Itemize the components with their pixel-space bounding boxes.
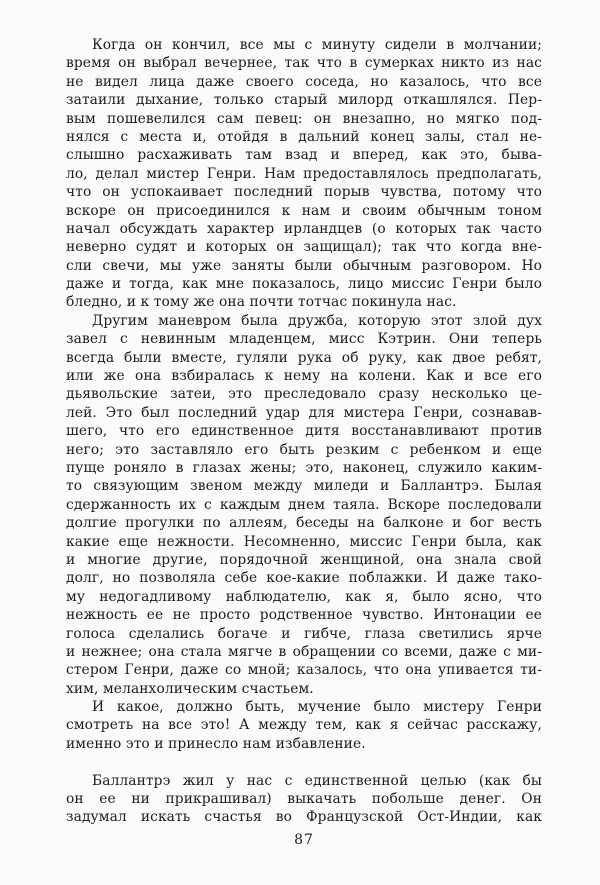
text-line: долгие прогулки по аллеям, беседы на балконе и бог весть <box>66 515 542 532</box>
text-line: затаили дыхание, только старый милорд откашлялся. Пер- <box>66 92 542 109</box>
text-line: него; это заставляло его быть резким с ребенком и еще <box>66 441 542 458</box>
text-line: сдержанность их с каждым днем таяла. Вскоре последовали <box>66 496 542 513</box>
text-line: И какое, должно быть, мучение было мистеру Генри <box>92 699 542 716</box>
text-line: Другим маневром была дружба, которую этот злой дух <box>92 312 542 329</box>
text-line: слышно расхаживать там взад и вперед, как это, быва- <box>66 147 542 164</box>
text-line: всегда были вместе, гуляли рука об руку, как двое ребят, <box>66 349 542 366</box>
text-line: Баллантрэ жил у нас с единственной целью (как бы <box>92 772 542 789</box>
text-line: стером Генри, даже со мной; казалось, что она упивается ти- <box>66 662 542 679</box>
text-line: нежность ее не просто родственное чувство. Интонации ее <box>66 607 542 624</box>
text-line: шего, что его единственное дитя восстанавливают против <box>66 423 542 440</box>
text-line: завел с невинным младенцем, мисс Кэтрин. Они теперь <box>66 331 542 348</box>
text-line: и многие другие, порядочной женщиной, она знала свой <box>66 551 542 568</box>
text-line: долг, но позволяла себе кое-какие поблажки. И даже тако- <box>66 570 542 587</box>
text-line: голоса сделались богаче и гибче, глаза светились ярче <box>66 625 542 642</box>
text-paragraph <box>66 772 542 827</box>
text-paragraph <box>66 36 542 312</box>
text-line: задумал искать счастья во Французской Ост-Индии, как <box>66 809 542 826</box>
text-line: дьявольские затеи, это преследовало сразу несколько це- <box>66 386 542 403</box>
text-line: он ее ни прикрашивал) выкачать побольше денег. Он <box>66 791 542 808</box>
text-line: что он успокаивает последний порыв чувства, потому что <box>66 184 542 201</box>
text-line: му недогадливому наблюдателю, как я, было ясно, что <box>66 588 542 605</box>
text-line: то связующим звеном между миледи и Баллантрэ. Былая <box>66 478 542 495</box>
text-line: даже и тогда, как мне показалось, лицо миссис Генри было <box>66 276 542 293</box>
text-line: нялся с места и, отойдя в дальний конец залы, стал не- <box>66 128 542 145</box>
text-line: ло, делал мистер Генри. Нам предоставлялось предполагать, <box>66 165 542 182</box>
text-line: бледно, и к тому же она почти тотчас покинула нас. <box>66 294 457 311</box>
text-line: не видел лица даже своего соседа, но казалось, что все <box>66 73 542 90</box>
page-number: 87 <box>294 832 314 848</box>
text-line: лей. Это был последний удар для мистера Генри, сознавав- <box>66 404 542 421</box>
text-line: и нежнее; она стала мягче в обращении со всеми, даже с ми- <box>66 643 542 660</box>
text-line: вскоре он присоединился к нам и своим обычным тоном <box>66 202 542 219</box>
text-line: начал обсуждать характер ирландцев (о которых так часто <box>66 220 542 237</box>
text-line: хим, меланхолическим счастьем. <box>66 680 314 697</box>
text-line: именно это и принесло нам избавление. <box>66 735 366 752</box>
text-line: или же она взбиралась к нему на колени. Как и все его <box>66 368 542 385</box>
text-line: пуще роняло в глазах жены; это, наконец, служило каким- <box>66 459 542 476</box>
text-line: сли свечи, мы уже заняты были обычным разговором. Но <box>66 257 542 274</box>
text-line: вым пошевелился сам певец: он внезапно, но мягко под- <box>66 110 542 127</box>
text-paragraph <box>66 312 542 698</box>
text-line: какие еще нежности. Несомненно, миссис Генри была, как <box>66 533 542 550</box>
page-text <box>66 36 542 827</box>
text-line: неверно судят и которых он защищал); так что когда вне- <box>66 239 542 256</box>
text-line: время он выбрал вечернее, так что в сумерках никто из нас <box>66 55 542 72</box>
text-paragraph <box>66 698 542 753</box>
text-line: Когда он кончил, все мы с минуту сидели в молчании; <box>92 37 542 53</box>
text-line: смотреть на все это! А между тем, как я сейчас расскажу, <box>66 717 542 734</box>
